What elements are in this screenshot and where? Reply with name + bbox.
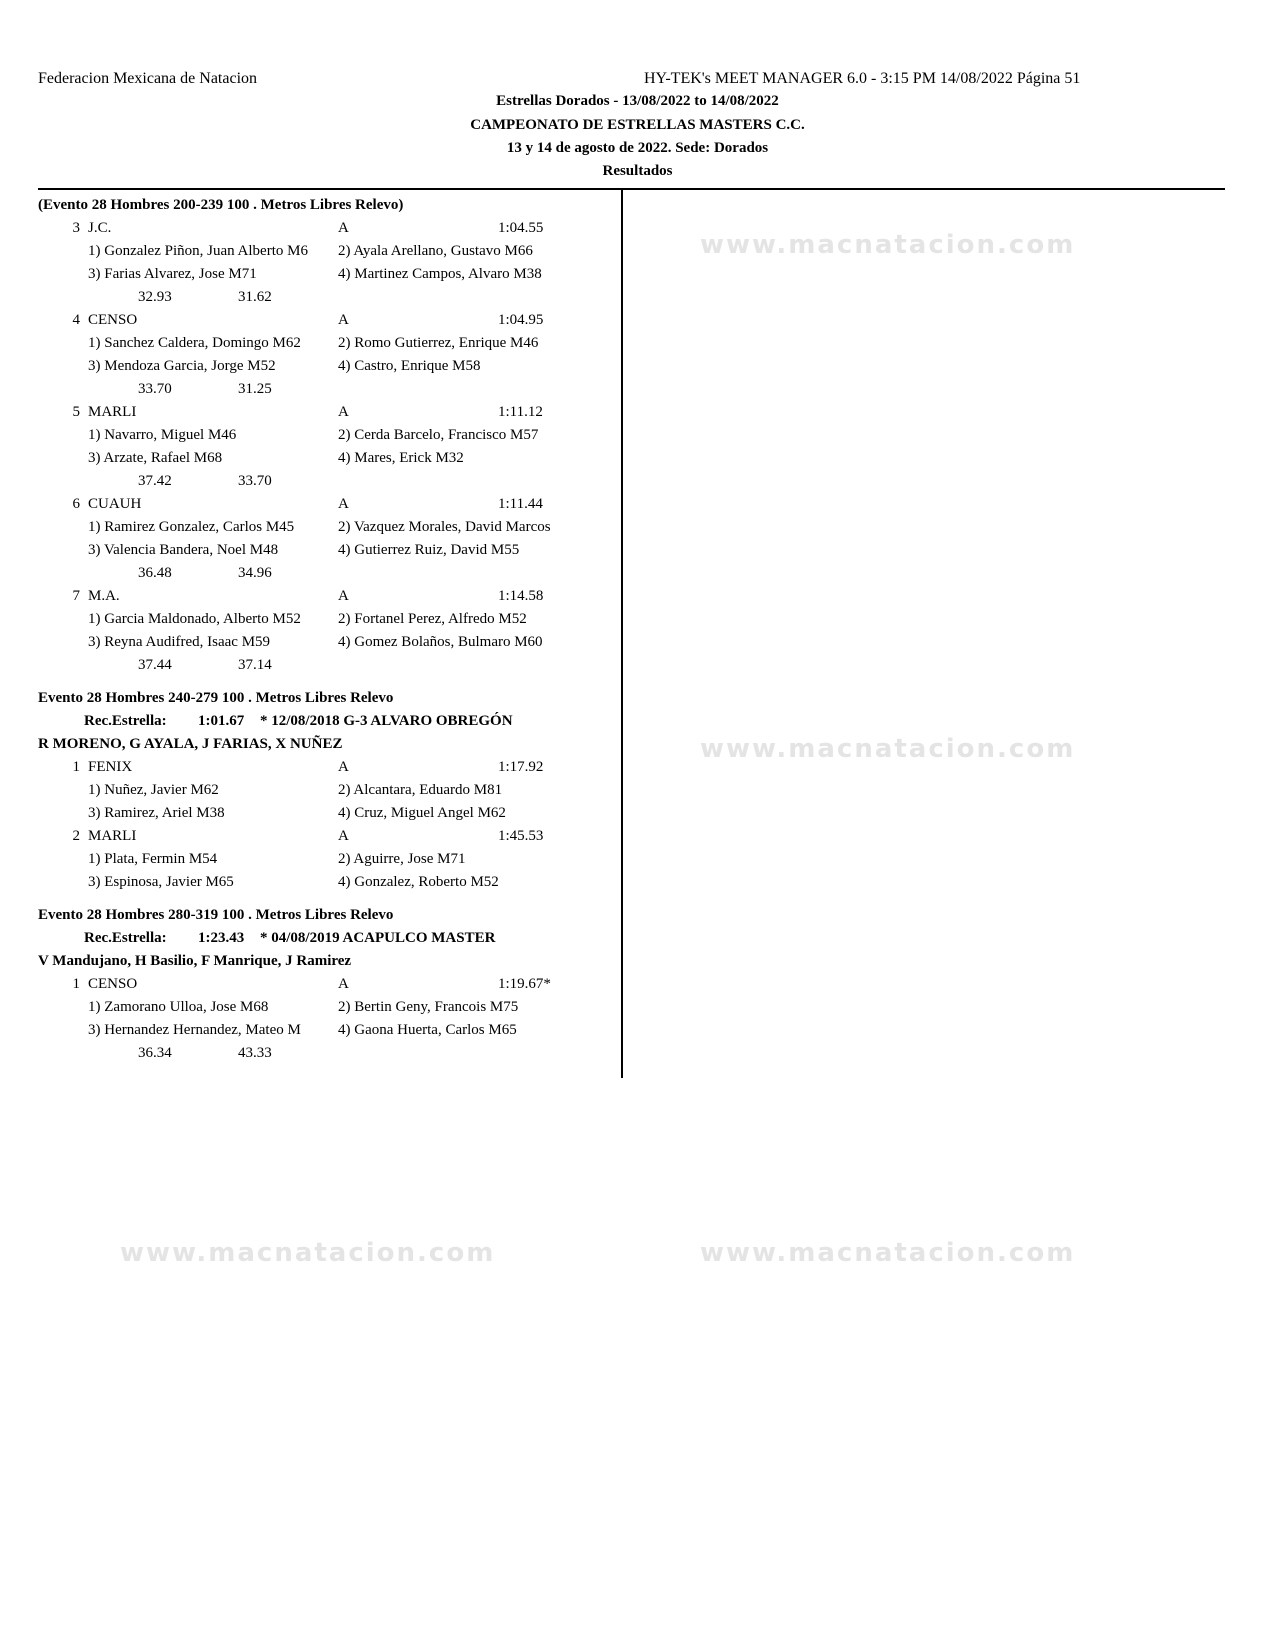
- results-column: [38, 196, 618, 1067]
- split-1: 37.44: [138, 657, 172, 673]
- result-time: 1:04.95: [498, 312, 544, 328]
- result-row: [38, 827, 618, 850]
- split-2: 33.70: [238, 473, 272, 489]
- result-relay: A: [338, 976, 349, 992]
- watermark: www.macnatacion.com: [700, 1238, 1076, 1268]
- result-relay: A: [338, 828, 349, 844]
- swimmer-leg-2: 2) Vazquez Morales, David Marcos: [338, 519, 551, 535]
- splits-row: [38, 288, 618, 311]
- splits-row: [38, 380, 618, 403]
- result-relay: A: [338, 759, 349, 775]
- result-time: 1:14.58: [498, 588, 544, 604]
- result-team: CENSO: [88, 976, 138, 992]
- championship-title: CAMPEONATO DE ESTRELLAS MASTERS C.C.: [470, 117, 805, 133]
- swimmers-row: [38, 265, 618, 288]
- swimmers-row: [38, 541, 618, 564]
- result-relay: A: [338, 404, 349, 420]
- split-1: 36.48: [138, 565, 172, 581]
- swimmer-leg-2: 2) Alcantara, Eduardo M81: [338, 782, 503, 798]
- record-label: Rec.Estrella:: [84, 713, 167, 729]
- record-details: * 12/08/2018 G-3 ALVARO OBREGÓN: [260, 713, 513, 729]
- swimmer-leg-2: 2) Aguirre, Jose M71: [338, 851, 466, 867]
- swimmer-leg-2: 2) Cerda Barcelo, Francisco M57: [338, 427, 539, 443]
- swimmers-row: [38, 1021, 618, 1044]
- swimmers-row: [38, 518, 618, 541]
- split-2: 31.25: [238, 381, 272, 397]
- column-divider: [621, 189, 623, 1078]
- swimmers-row: [38, 850, 618, 873]
- result-row: [38, 403, 618, 426]
- result-relay: A: [338, 220, 349, 236]
- result-team: MARLI: [88, 828, 137, 844]
- event-spacer: [38, 679, 618, 689]
- result-row: [38, 311, 618, 334]
- swimmer-leg-2: 2) Bertin Geny, Francois M75: [338, 999, 519, 1015]
- result-team: MARLI: [88, 404, 137, 420]
- software-timestamp: HY-TEK's MEET MANAGER 6.0 - 3:15 PM 14/08/2022 Página 51: [644, 70, 1081, 87]
- result-team: M.A.: [88, 588, 120, 604]
- swimmers-row: [38, 633, 618, 656]
- result-team: FENIX: [88, 759, 133, 775]
- swimmers-row: [38, 804, 618, 827]
- result-time: 1:11.44: [498, 496, 543, 512]
- event-title-row: [38, 689, 618, 712]
- swimmers-row: [38, 998, 618, 1021]
- swimmer-leg-3: 3) Arzate, Rafael M68: [88, 450, 223, 466]
- swimmer-leg-1: 1) Gonzalez Piñon, Juan Alberto M6: [88, 243, 308, 259]
- result-place: 7: [72, 588, 80, 604]
- swimmer-leg-2: 2) Ayala Arellano, Gustavo M66: [338, 243, 533, 259]
- record-label: Rec.Estrella:: [84, 930, 167, 946]
- swimmer-leg-4: 4) Gonzalez, Roberto M52: [338, 874, 499, 890]
- result-time: 1:11.12: [498, 404, 543, 420]
- swimmer-leg-3: 3) Valencia Bandera, Noel M48: [88, 542, 279, 558]
- swimmers-row: [38, 449, 618, 472]
- swimmers-row: [38, 610, 618, 633]
- watermark: www.macnatacion.com: [700, 230, 1076, 260]
- split-2: 31.62: [238, 289, 272, 305]
- record-holders-row: [38, 735, 618, 758]
- swimmer-leg-4: 4) Martinez Campos, Alvaro M38: [338, 266, 542, 282]
- result-row: [38, 975, 618, 998]
- swimmer-leg-1: 1) Zamorano Ulloa, Jose M68: [88, 999, 269, 1015]
- record-time: 1:01.67: [198, 713, 245, 729]
- swimmer-leg-1: 1) Nuñez, Javier M62: [88, 782, 219, 798]
- meet-dates: Estrellas Dorados - 13/08/2022 to 14/08/2022: [496, 93, 779, 109]
- watermark: www.macnatacion.com: [700, 734, 1076, 764]
- header-divider: [38, 188, 1225, 190]
- result-relay: A: [338, 312, 349, 328]
- swimmer-leg-4: 4) Gaona Huerta, Carlos M65: [338, 1022, 517, 1038]
- split-2: 37.14: [238, 657, 272, 673]
- swimmer-leg-4: 4) Cruz, Miguel Angel M62: [338, 805, 506, 821]
- swimmer-leg-1: 1) Sanchez Caldera, Domingo M62: [88, 335, 301, 351]
- record-details: * 04/08/2019 ACAPULCO MASTER: [260, 930, 496, 946]
- swimmer-leg-1: 1) Ramirez Gonzalez, Carlos M45: [88, 519, 295, 535]
- result-relay: A: [338, 496, 349, 512]
- swimmers-row: [38, 357, 618, 380]
- swimmer-leg-1: 1) Navarro, Miguel M46: [88, 427, 237, 443]
- result-time: 1:04.55: [498, 220, 544, 236]
- venue-line: 13 y 14 de agosto de 2022. Sede: Dorados: [506, 140, 769, 156]
- swimmer-leg-3: 3) Reyna Audifred, Isaac M59: [88, 634, 271, 650]
- federation-name: Federacion Mexicana de Natacion: [38, 70, 258, 87]
- result-time: 1:45.53: [498, 828, 544, 844]
- result-team: J.C.: [88, 220, 112, 236]
- record-holders-row: [38, 952, 618, 975]
- swimmer-leg-3: 3) Espinosa, Javier M65: [88, 874, 234, 890]
- result-place: 5: [72, 404, 80, 420]
- result-time: 1:19.67*: [498, 976, 551, 992]
- split-2: 43.33: [238, 1045, 272, 1061]
- result-row: [38, 219, 618, 242]
- result-place: 1: [72, 759, 80, 775]
- event-title-row: [38, 196, 618, 219]
- swimmers-row: [38, 242, 618, 265]
- record-row: [38, 929, 618, 952]
- result-place: 1: [72, 976, 80, 992]
- result-relay: A: [338, 588, 349, 604]
- split-1: 36.34: [138, 1045, 172, 1061]
- result-place: 6: [72, 496, 80, 512]
- result-place: 2: [72, 828, 80, 844]
- record-time: 1:23.43: [198, 930, 245, 946]
- record-holders: V Mandujano, H Basilio, F Manrique, J Ramirez: [38, 953, 352, 969]
- event-title: Evento 28 Hombres 240-279 100 . Metros Libres Relevo: [38, 690, 394, 706]
- swimmer-leg-2: 2) Romo Gutierrez, Enrique M46: [338, 335, 539, 351]
- swimmers-row: [38, 426, 618, 449]
- event-title-row: [38, 906, 618, 929]
- section-title: Resultados: [602, 163, 673, 179]
- result-place: 4: [72, 312, 80, 328]
- record-holders: R MORENO, G AYALA, J FARIAS, X NUÑEZ: [38, 736, 343, 752]
- swimmer-leg-4: 4) Mares, Erick M32: [338, 450, 464, 466]
- splits-row: [38, 1044, 618, 1067]
- swimmers-row: [38, 334, 618, 357]
- split-1: 33.70: [138, 381, 172, 397]
- swimmer-leg-2: 2) Fortanel Perez, Alfredo M52: [338, 611, 527, 627]
- swimmer-leg-4: 4) Gutierrez Ruiz, David M55: [338, 542, 520, 558]
- swimmer-leg-1: 1) Garcia Maldonado, Alberto M52: [88, 611, 301, 627]
- event-title: (Evento 28 Hombres 200-239 100 . Metros Libres Relevo): [38, 197, 404, 213]
- swimmer-leg-1: 1) Plata, Fermin M54: [88, 851, 218, 867]
- splits-row: [38, 656, 618, 679]
- result-team: CENSO: [88, 312, 138, 328]
- result-row: [38, 495, 618, 518]
- splits-row: [38, 472, 618, 495]
- result-row: [38, 587, 618, 610]
- result-row: [38, 758, 618, 781]
- event-spacer: [38, 896, 618, 906]
- swimmer-leg-4: 4) Gomez Bolaños, Bulmaro M60: [338, 634, 543, 650]
- result-time: 1:17.92: [498, 759, 544, 775]
- split-2: 34.96: [238, 565, 272, 581]
- swimmer-leg-4: 4) Castro, Enrique M58: [338, 358, 481, 374]
- swimmer-leg-3: 3) Farias Alvarez, Jose M71: [88, 266, 257, 282]
- split-1: 32.93: [138, 289, 172, 305]
- event-title: Evento 28 Hombres 280-319 100 . Metros Libres Relevo: [38, 907, 394, 923]
- swimmer-leg-3: 3) Hernandez Hernandez, Mateo M: [88, 1022, 301, 1038]
- swimmer-leg-3: 3) Mendoza Garcia, Jorge M52: [88, 358, 276, 374]
- swimmers-row: [38, 873, 618, 896]
- record-row: [38, 712, 618, 735]
- watermark: www.macnatacion.com: [120, 1238, 496, 1268]
- result-team: CUAUH: [88, 496, 142, 512]
- swimmer-leg-3: 3) Ramirez, Ariel M38: [88, 805, 225, 821]
- split-1: 37.42: [138, 473, 172, 489]
- result-place: 3: [72, 220, 80, 236]
- splits-row: [38, 564, 618, 587]
- swimmers-row: [38, 781, 618, 804]
